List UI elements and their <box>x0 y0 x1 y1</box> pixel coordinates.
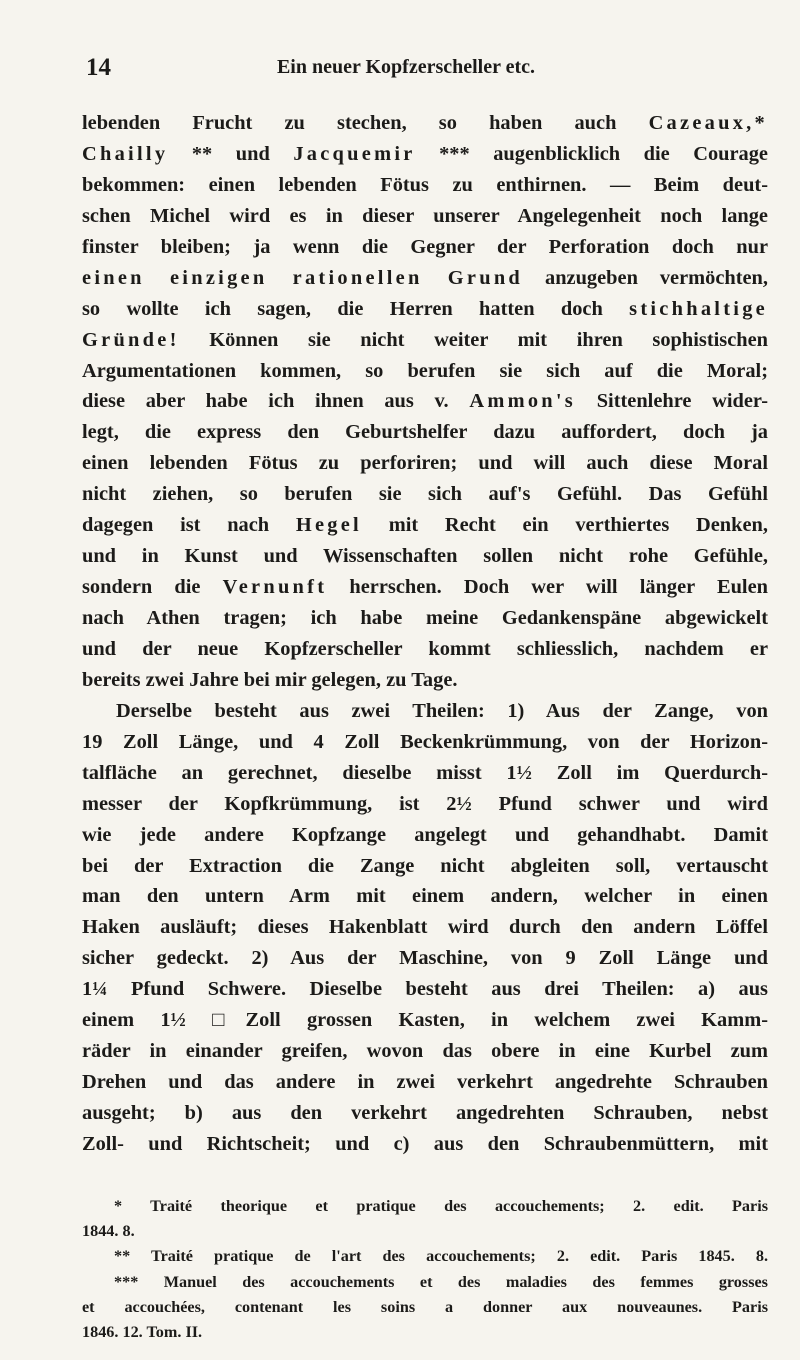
text-line: wie jede andere Kopfzange angelegt und gehandhabt. Damit <box>82 823 768 846</box>
text-line: ausgeht; b) aus den verkehrt angedrehten Schrauben, nebst <box>82 1102 768 1124</box>
text-line: 19 Zoll Länge, und 4 Zoll Beckenkrümmung, von der Horizon- <box>82 730 768 753</box>
text-line: schen Michel wird es in dieser unserer Angelegenheit noch lange <box>82 204 768 227</box>
text-line: nach Athen tragen; ich habe meine Gedankenspäne abgewickelt <box>82 607 768 629</box>
text-line: finster bleiben; ja wenn die Gegner der Perforation doch nur <box>82 235 768 258</box>
text-line: Derselbe besteht aus zwei Theilen: 1) Aus der Zange, von <box>116 699 768 722</box>
text-line: Argumentationen kommen, so berufen sie sich auf die Moral; <box>82 359 768 382</box>
text-line: bereits zwei Jahre bei mir gelegen, zu Tage. <box>82 668 458 691</box>
text-line: und in Kunst und Wissenschaften sollen nicht rohe Gefühle, <box>82 545 768 568</box>
footnote-line: ** Traité pratique de l'art des accouchements; 2. edit. Paris 1845. 8. <box>114 1247 768 1266</box>
footnote-line: et accouchées, contenant les soins a donner aux nouveaunes. Paris <box>82 1297 768 1316</box>
text-line: Drehen und das andere in zwei verkehrt angedrehte Schrauben <box>82 1071 768 1094</box>
text-line: Zoll- und Richtscheit; und c) aus den Schraubenmüttern, mit <box>82 1132 768 1155</box>
text-line: sicher gedeckt. 2) Aus der Maschine, von 9 Zoll Länge und <box>82 947 768 970</box>
text-line: man den untern Arm mit einem andern, welcher in einen <box>82 885 768 908</box>
text-line: einem 1½ □Zoll grossen Kasten, in welchem zwei Kamm- <box>82 1009 768 1032</box>
footnotes <box>82 1194 768 1345</box>
text-line: räder in einander greifen, wovon das obere in eine Kurbel zum <box>82 1040 768 1063</box>
running-head: Ein neuer Kopfzerscheller etc. <box>276 56 536 78</box>
footnote-line: 1844. 8. <box>82 1222 135 1241</box>
footnote-line: *** Manuel des accouchements et des maladies des femmes grosses <box>114 1272 768 1291</box>
text-line: und der neue Kopfzerscheller kommt schliesslich, nachdem er <box>82 637 768 660</box>
text-line: einen lebenden Fötus zu perforiren; und will auch diese Moral <box>82 452 768 475</box>
text-line: dagegen ist nach Hegel mit Recht ein verthiertes Denken, <box>82 514 768 537</box>
text-line: messer der Kopfkrümmung, ist 2½ Pfund schwer und wird <box>82 792 768 815</box>
main-text <box>82 108 768 1160</box>
text-line: bei der Extraction die Zange nicht abgleiten soll, vertauscht <box>82 854 768 877</box>
text-line: talfläche an gerechnet, dieselbe misst 1½ Zoll im Querdurch- <box>82 761 768 784</box>
text-line: einen einzigen rationellen Grund anzugeben vermöchten, <box>82 266 768 289</box>
page-header <box>56 54 756 84</box>
text-line: Gründe! Können sie nicht weiter mit ihren sophistischen <box>82 328 768 351</box>
text-line: sondern die Vernunft herrschen. Doch wer will länger Eulen <box>82 576 768 599</box>
footnote-line: 1846. 12. Tom. II. <box>82 1322 203 1341</box>
footnote-line: * Traité theorique et pratique des accouchements; 2. edit. Paris <box>114 1197 768 1215</box>
page-number: 14 <box>86 54 111 81</box>
text-line: lebenden Frucht zu stechen, so haben auch Cazeaux,* <box>82 112 768 134</box>
text-line: nicht ziehen, so berufen sie sich auf's Gefühl. Das Gefühl <box>82 483 768 506</box>
text-line: 1¼ Pfund Schwere. Dieselbe besteht aus drei Theilen: a) aus <box>82 978 768 1001</box>
text-line: Haken ausläuft; dieses Hakenblatt wird durch den andern Löffel <box>82 916 768 939</box>
text-line: Chailly ** und Jacquemir *** augenblicklich die Courage <box>82 142 768 165</box>
text-line: legt, die express den Geburtshelfer dazu auffordert, doch ja <box>82 421 768 444</box>
text-line: diese aber habe ich ihnen aus v. Ammon's Sittenlehre wider- <box>82 390 768 413</box>
text-line: bekommen: einen lebenden Fötus zu enthirnen. — Beim deut- <box>82 173 768 196</box>
text-line: so wollte ich sagen, die Herren hatten doch stichhaltige <box>82 297 768 320</box>
